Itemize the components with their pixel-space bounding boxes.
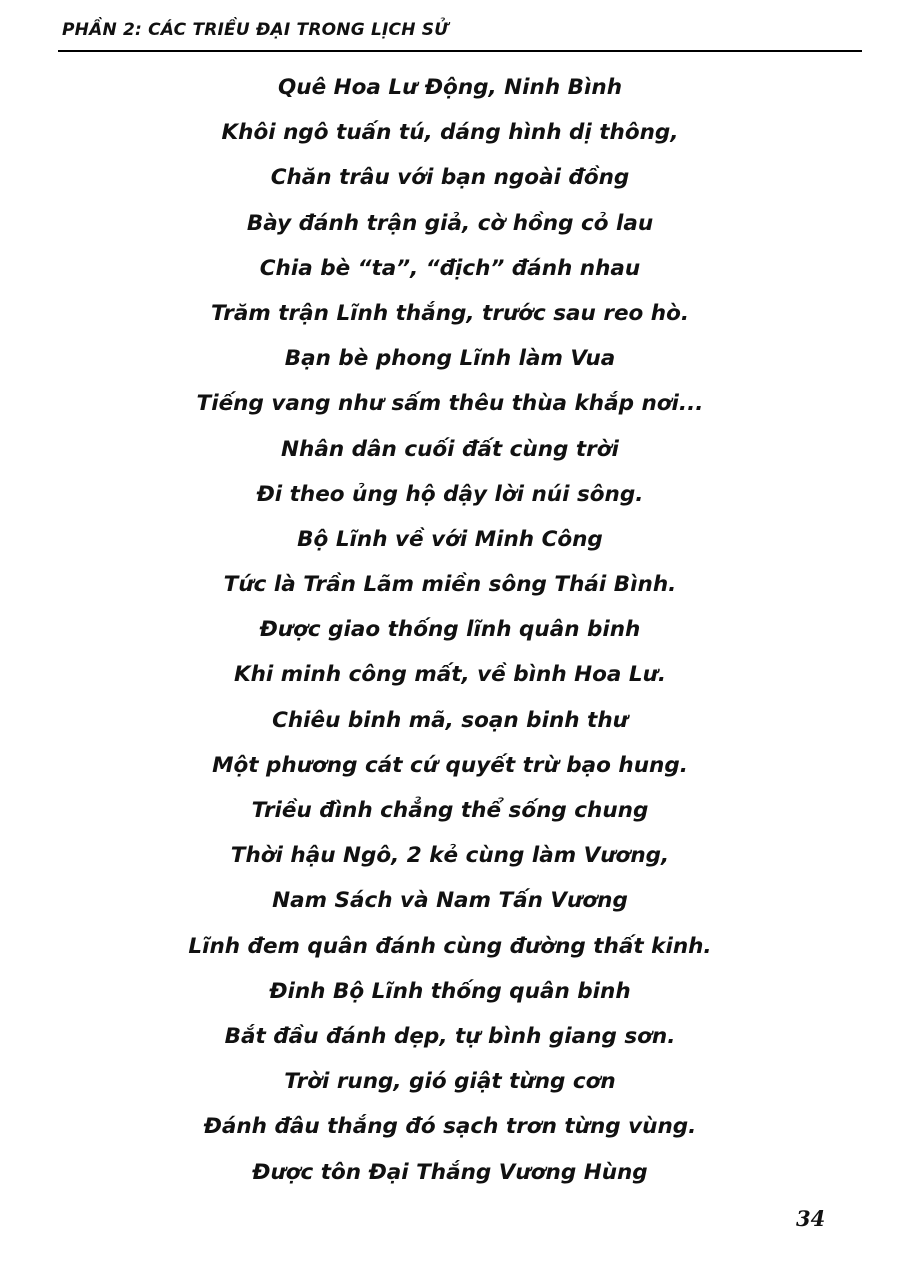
poem-line: Nam Sách và Nam Tấn Vương bbox=[272, 888, 628, 914]
poem-line: Khôi ngô tuấn tú, dáng hình dị thông, bbox=[221, 120, 679, 146]
poem-line: Tức là Trần Lãm miền sông Thái Bình. bbox=[223, 572, 677, 598]
poem-line: Khi minh công mất, về bình Hoa Lư. bbox=[233, 662, 667, 688]
poem-line: Chiêu binh mã, soạn binh thư bbox=[272, 707, 628, 733]
poem-line: Đi theo ủng hộ dậy lời núi sông. bbox=[256, 481, 644, 507]
poem-line: Bạn bè phong Lĩnh làm Vua bbox=[284, 346, 616, 372]
poem-line: Quê Hoa Lư Động, Ninh Bình bbox=[277, 75, 623, 100]
poem-line: Tiếng vang như sấm thêu thùa khắp nơi... bbox=[196, 391, 704, 417]
poem-line: Bắt đầu đánh dẹp, tự bình giang sơn. bbox=[224, 1023, 676, 1049]
poem-line: Triều đình chẳng thể sống chung bbox=[251, 798, 649, 823]
poem-line: Trời rung, gió giật từng cơn bbox=[284, 1069, 616, 1095]
header-divider bbox=[58, 50, 862, 52]
page-header-title: PHẦN 2: CÁC TRIỀU ĐẠI TRONG LỊCH SỬ bbox=[62, 20, 449, 40]
poem-line: Đánh đâu thắng đó sạch trơn từng vùng. bbox=[203, 1114, 697, 1140]
poem-line: Thời hậu Ngô, 2 kẻ cùng làm Vương, bbox=[230, 843, 670, 869]
poem-line: Bày đánh trận giả, cờ hồng cỏ lau bbox=[246, 210, 654, 236]
poem-line: Trăm trận Lĩnh thắng, trước sau reo hò. bbox=[210, 300, 690, 326]
poem-line: Chia bè “ta”, “địch” đánh nhau bbox=[259, 255, 641, 281]
page-number: 34 bbox=[796, 1206, 826, 1231]
poem-line: Bộ Lĩnh về với Minh Công bbox=[297, 526, 603, 552]
poem-line: Một phương cát cứ quyết trừ bạo hung. bbox=[212, 752, 688, 778]
poem-line: Được giao thống lĩnh quân binh bbox=[259, 617, 641, 643]
poem bbox=[0, 71, 900, 1201]
poem-line: Đinh Bộ Lĩnh thống quân binh bbox=[269, 978, 631, 1004]
poem-line: Chăn trâu với bạn ngoài đồng bbox=[270, 165, 630, 191]
poem-line: Lĩnh đem quân đánh cùng đường thất kinh. bbox=[188, 933, 712, 959]
poem-line: Nhân dân cuối đất cùng trời bbox=[281, 436, 619, 462]
poem-line: Được tôn Đại Thắng Vương Hùng bbox=[252, 1159, 648, 1185]
